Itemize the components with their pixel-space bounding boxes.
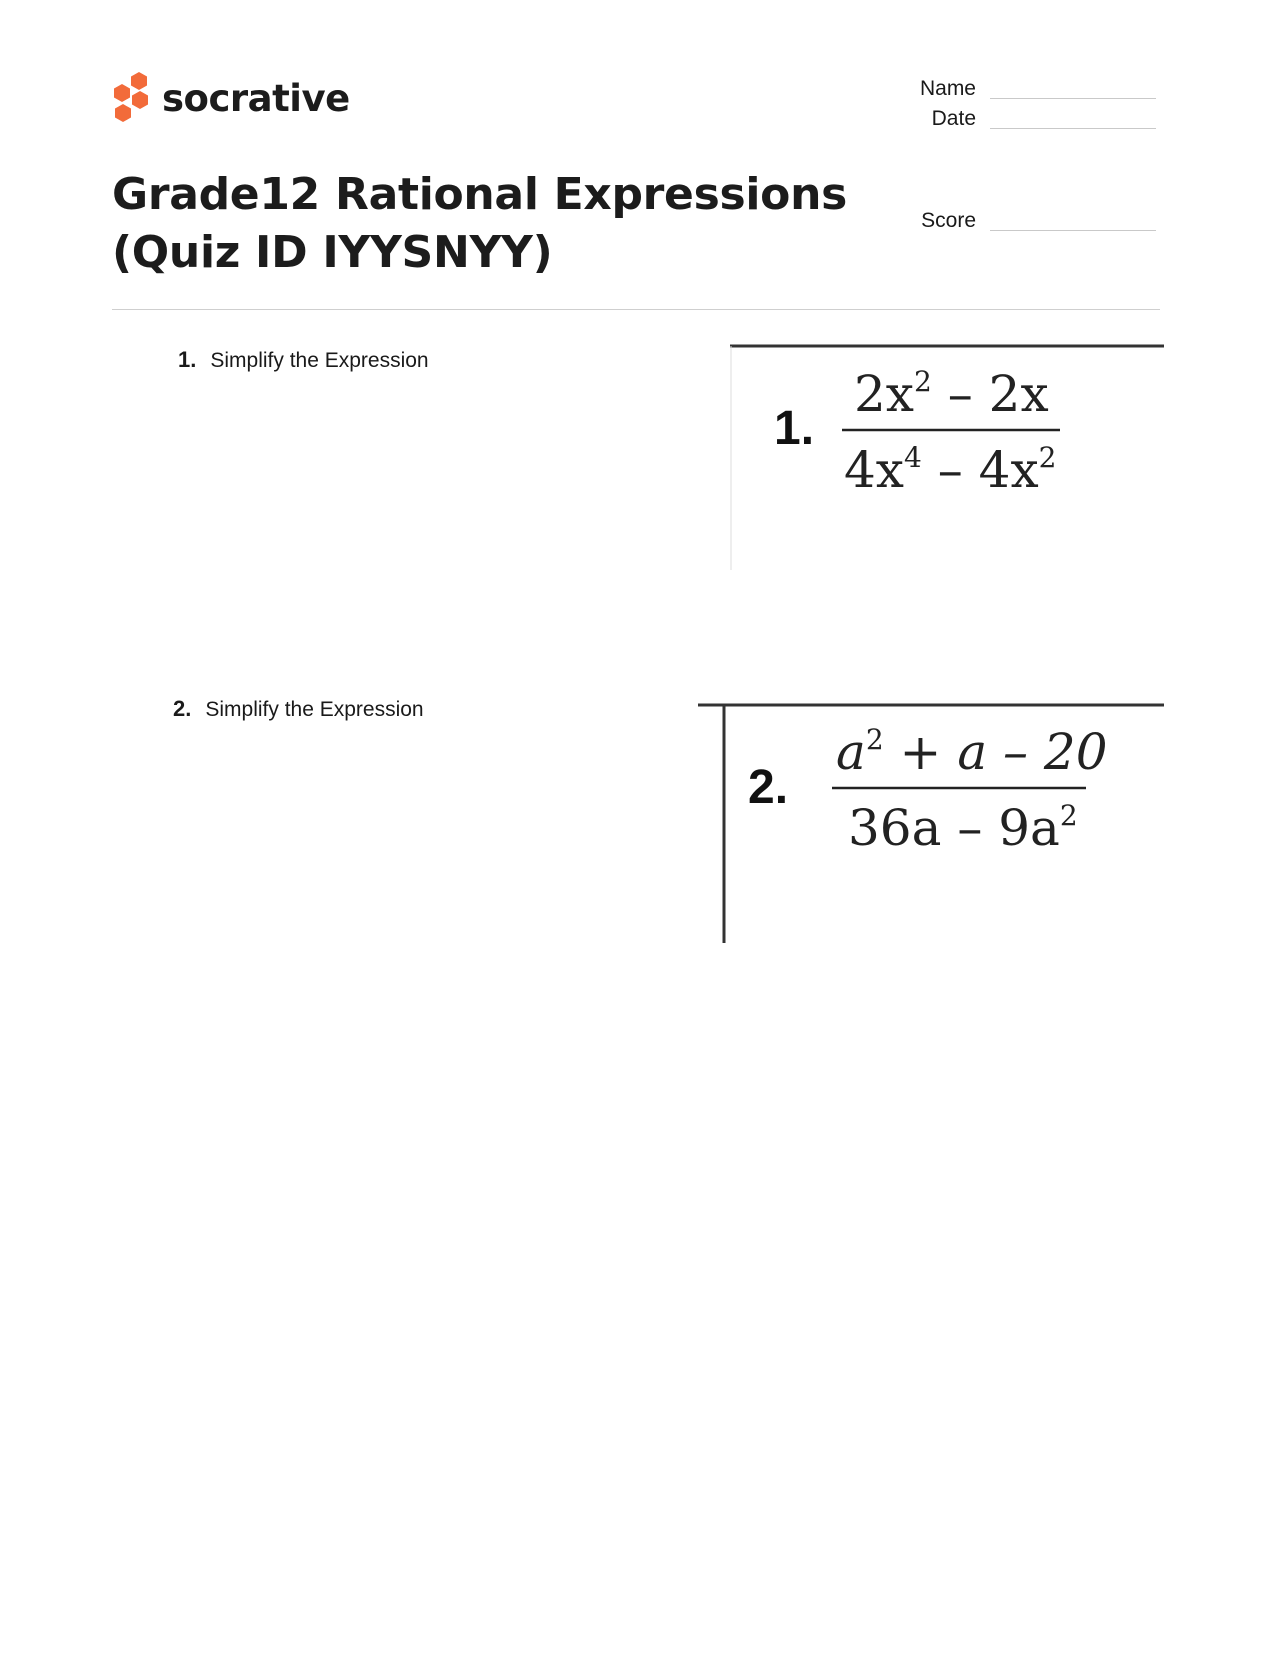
question-2-expression-image [698, 703, 1164, 943]
question-prompt: Simplify the Expression [205, 698, 424, 721]
expression-label: 1. [774, 402, 815, 455]
name-label: Name [919, 77, 976, 100]
question-1 [178, 347, 429, 373]
date-label: Date [931, 107, 976, 130]
numerator: $2x^2 - 2x$ [854, 365, 1049, 423]
hexagon-cluster-icon [112, 72, 152, 124]
question-2 [173, 696, 424, 722]
question-number: 1. [178, 347, 197, 372]
brand-name: socrative [162, 76, 350, 120]
header-divider [112, 309, 1160, 310]
question-1-expression-image [730, 344, 1164, 570]
title-line-2: (Quiz ID IYYSNYY) [112, 227, 553, 278]
question-number: 2. [173, 696, 192, 721]
numerator: $a^2 + a - 20$ [836, 723, 1108, 781]
score-line[interactable] [990, 228, 1156, 231]
denominator: $36a - 9a^2$ [848, 799, 1078, 857]
score-label: Score [921, 209, 976, 232]
name-field[interactable] [866, 78, 1156, 99]
date-field[interactable] [866, 108, 1156, 129]
question-prompt: Simplify the Expression [210, 349, 429, 372]
denominator: $4x^4 - 4x^2$ [844, 441, 1057, 499]
date-line[interactable] [990, 126, 1156, 129]
score-field[interactable] [866, 210, 1156, 231]
title-line-1: Grade12 Rational Expressions [112, 169, 848, 220]
expression-label: 2. [748, 761, 789, 814]
name-line[interactable] [990, 96, 1156, 99]
page-title [112, 166, 847, 282]
socrative-logo [112, 72, 350, 124]
